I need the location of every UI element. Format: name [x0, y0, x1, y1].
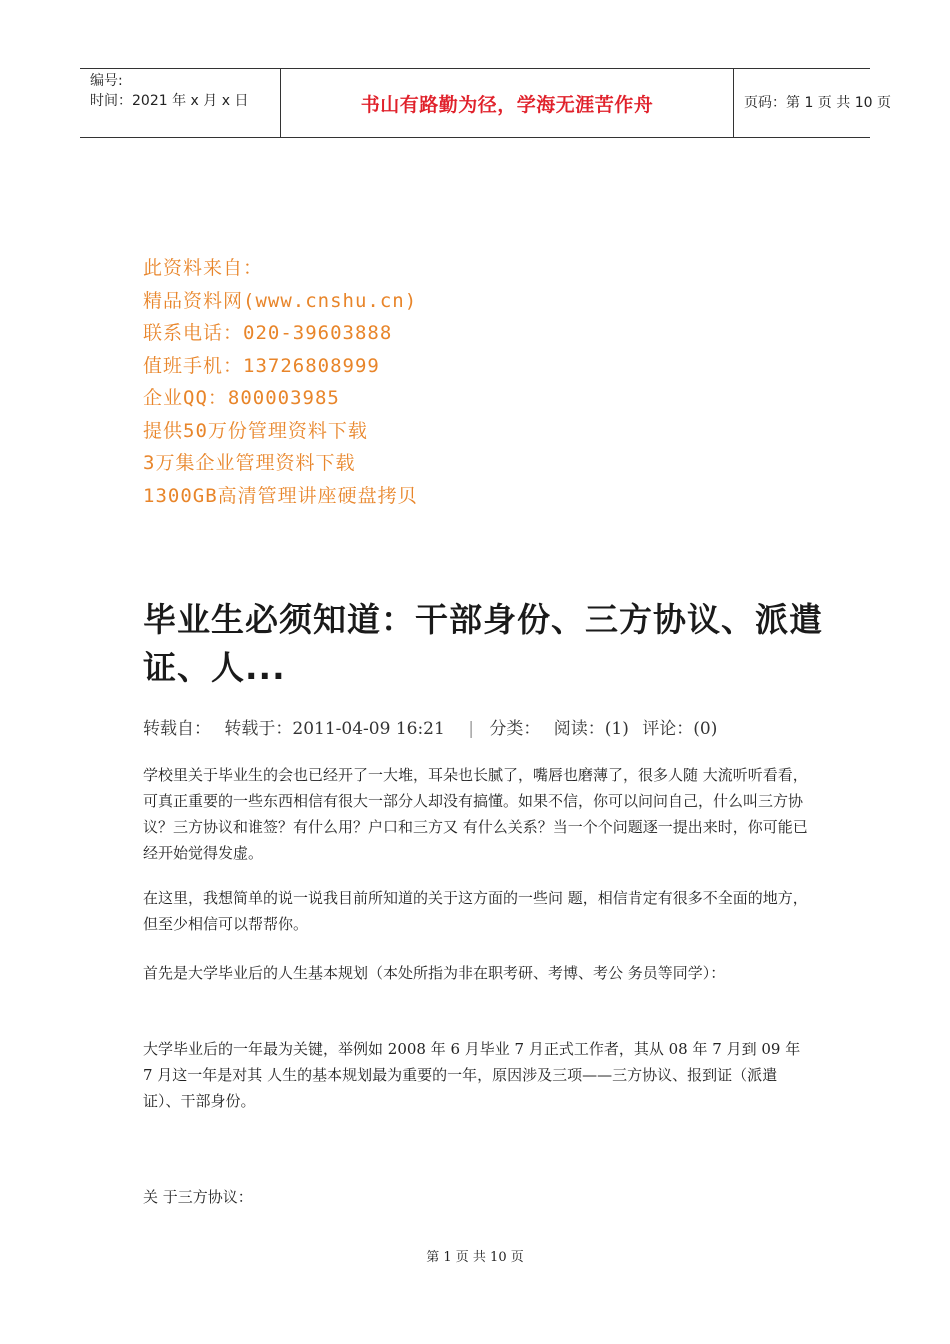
info-line-source: 此资料来自：	[143, 257, 264, 279]
source-info-block	[143, 252, 418, 512]
meta-separator: |	[468, 719, 474, 739]
paragraph-2: 在这里，我想简单的说一说我目前所知道的关于这方面的一些问 题，相信肯定有很多不全面的地方，但至少相信可以帮帮你。	[143, 889, 808, 933]
header-left-cell	[80, 69, 280, 137]
info-line-website: 精品资料网(www.cnshu.cn)	[143, 289, 418, 312]
info-line-offer-1: 提供50万份管理资料下载	[143, 419, 368, 442]
info-line-qq: 企业QQ：800003985	[143, 387, 340, 409]
header-middle-cell	[280, 69, 734, 137]
info-line-phone: 联系电话：020-39603888	[143, 322, 393, 344]
page-footer: 第 1 页 共 10 页	[426, 1250, 524, 1265]
info-line-mobile: 值班手机：13726808999	[143, 354, 380, 377]
motto: 书山有路勤为径，学海无涯苦作舟	[360, 93, 654, 116]
info-line-offer-2: 3万集企业管理资料下载	[143, 452, 356, 474]
document-header	[80, 68, 891, 138]
paragraph-1: 学校里关于毕业生的会也已经开了一大堆，耳朵也长腻了，嘴唇也磨薄了，很多人随 大流听听看看，可真正重要的一些东西相信有很大一部分人却没有搞懂。如果不信，你可以问问自己，什么叫三方协议？三方协议和谁签？有什么用？户口和三方又 有什么关系？当一个个问题逐一提出来时，你可能已经开始觉得发虚。	[143, 766, 808, 862]
info-line-offer-3: 1300GB高清管理讲座硬盘拷贝	[143, 484, 418, 507]
meta-reprint-from: 转载自：	[143, 719, 211, 739]
paragraph-3: 首先是大学毕业后的人生基本规划（本处所指为非在职考研、考博、考公 务员等同学）：	[143, 964, 726, 982]
article-meta	[143, 714, 725, 739]
number-label: 编号:	[90, 73, 123, 89]
meta-comments: 评论：(0)	[642, 719, 718, 739]
meta-reads: 阅读：(1)	[553, 719, 629, 739]
article-title: 毕业生必须知道：干部身份、三方协议、派遣证、人...	[143, 600, 823, 687]
paragraph-5: 关 于三方协议：	[143, 1188, 253, 1206]
meta-category: 分类：	[489, 719, 541, 739]
paragraph-4: 大学毕业后的一年最为关键，举例如 2008 年 6 月毕业 7 月正式工作者，其从 08 年 7 月到 09 年 7 月这一年是对其 人生的基本规划最为重要的一年，原因涉及三项——三方协议、报到证（派遣证）、干部身份。	[143, 1040, 801, 1110]
time-label: 时间：2021 年 x 月 x 日	[90, 93, 249, 109]
header-right-cell	[734, 69, 891, 137]
meta-reprint-at: 转载于：2011-04-09 16:21	[224, 719, 445, 739]
page-label: 页码：第 1 页 共 10 页	[744, 95, 891, 111]
